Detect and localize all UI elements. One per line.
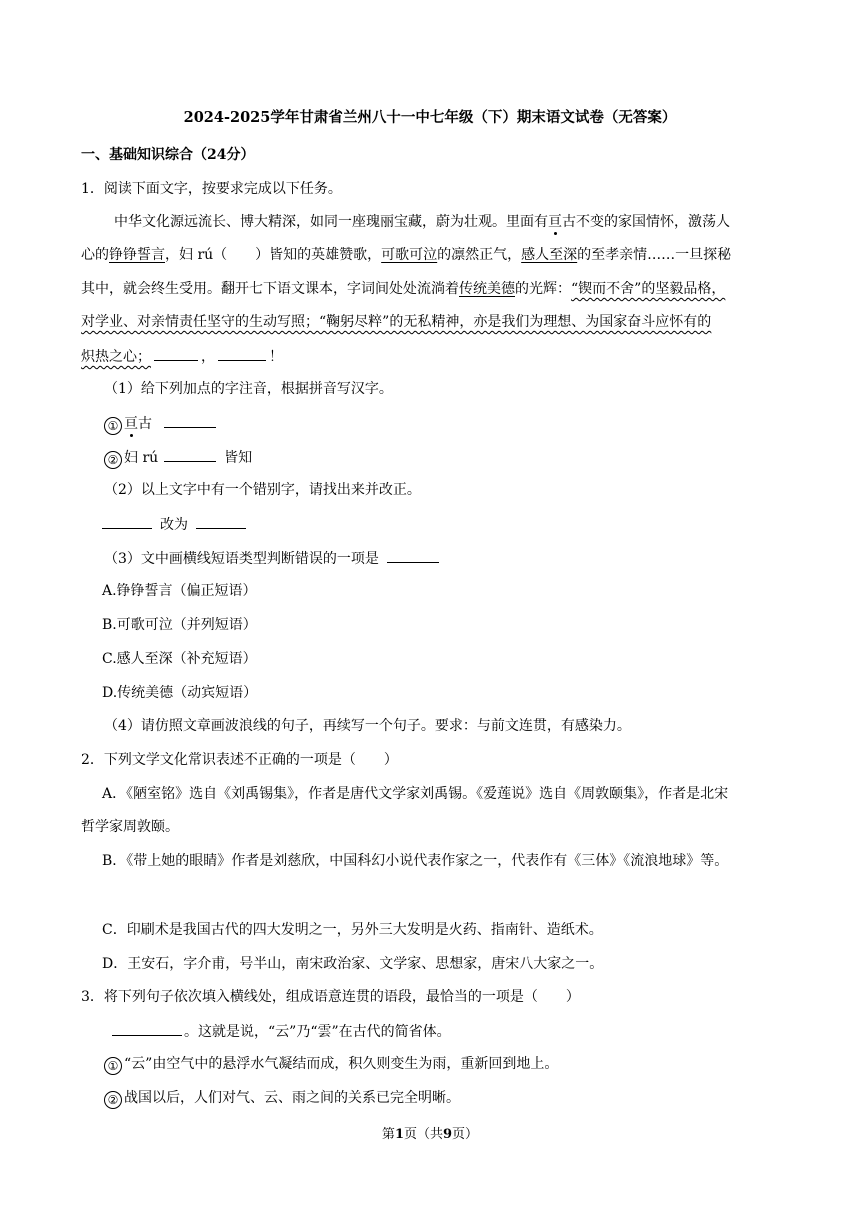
- question-3-stem: 3．将下列句子依次填入横线处，组成语意连贯的语段，最恰当的一项是（ ）: [81, 989, 580, 1005]
- answer-blank[interactable]: [387, 548, 439, 563]
- page-footer: 第1页（共9页）: [381, 1127, 479, 1142]
- q2-option-b: B．《带上她的眼睛》作者是刘慈欣，中国科幻小说代表作家之一，代表作有《三体》《流浪地球》等。: [102, 853, 729, 869]
- option-c: C.感人至深（补充短语）: [102, 651, 257, 667]
- q2-option-a-line-2: 哲学家周敦颐。: [81, 819, 179, 835]
- option-b: B.可歌可泣（并列短语）: [102, 617, 257, 633]
- wavy-sentence: “锲而不舍”的坚毅品格，: [571, 281, 726, 297]
- underlined-phrase-3: 感人至深: [521, 247, 578, 263]
- answer-blank[interactable]: [112, 1021, 182, 1036]
- passage-line-4: 对学业、对亲情责任坚守的生动写照；“鞠躬尽粹”的无私精神，亦是我们为理想、为国家奋斗应怀有的: [81, 314, 712, 330]
- page-number: 1: [394, 1127, 404, 1142]
- sub-question-1-item-b: ② 妇 rú 皆知: [104, 447, 252, 469]
- sub-question-2-answer: 改为: [102, 514, 249, 534]
- underlined-phrase-1: 铮铮誓言: [109, 247, 165, 263]
- answer-blank[interactable]: [218, 346, 266, 361]
- passage-line-3: 其中，就会终生受用。翻开七下语文课本，字词间处处流淌着传统美德的光辉：“锲而不舍”的坚毅品格，: [81, 281, 726, 297]
- sub-question-2: （2）以上文字中有一个错别字，请找出来并改正。: [104, 482, 421, 498]
- sub-question-1: （1）给下列加点的字注音，根据拼音写汉字。: [104, 381, 393, 397]
- sub-question-3: （3）文中画横线短语类型判断错误的一项是: [104, 548, 442, 568]
- answer-blank[interactable]: [154, 346, 198, 361]
- q2-option-c: C．印刷术是我国古代的四大发明之一，另外三大发明是火药、指南针、造纸术。: [102, 922, 603, 938]
- answer-blank[interactable]: [196, 514, 246, 529]
- answer-blank[interactable]: [164, 447, 216, 462]
- answer-blank[interactable]: [164, 413, 216, 428]
- q2-option-d: D．王安石，字介甫，号半山，南宋政治家、文学家、思想家，唐宋八大家之一。: [102, 956, 604, 972]
- q3-fill-line: 。这就是说，“云”乃“雲”在古代的简省体。: [112, 1021, 451, 1041]
- passage-line-5: 炽热之心； ， ！: [81, 346, 283, 366]
- q3-sentence-1: ① “云”由空气中的悬浮水气凝结而成，积久则变生为雨，重新回到地上。: [104, 1055, 558, 1075]
- sub-question-1-item-a: ① 亘古: [104, 413, 219, 435]
- option-d: D.传统美德（动宾短语）: [102, 685, 258, 701]
- q2-option-a-line-1: A．《陋室铭》选自《刘禹锡集》，作者是唐代文学家刘禹锡。《爱莲说》选自《周敦颐集》，作者是北宋: [102, 786, 729, 802]
- page-title: 2024-2025学年甘肃省兰州八十一中七年级（下）期末语文试卷（无答案）: [183, 109, 677, 126]
- question-2-stem: 2．下列文学文化常识表述不正确的一项是（ ）: [81, 752, 398, 768]
- page-total: 9: [443, 1127, 453, 1142]
- option-a: A.铮铮誓言（偏正短语）: [102, 583, 257, 599]
- underlined-phrase-2: 可歌可泣: [381, 247, 438, 263]
- passage-line-2: 心的铮铮誓言，妇 rú（ ）皆知的英雄赞歌，可歌可泣的凛然正气，感人至深的至孝亲情……一旦探秘: [81, 247, 732, 263]
- sub-question-4: （4）请仿照文章画波浪线的句子，再续写一个句子。要求：与前文连贯，有感染力。: [104, 718, 631, 734]
- passage-line-1: 中华文化源远流长、博大精深，如同一座瑰丽宝藏，蔚为壮观。里面有亘古不变的家国情怀，激荡人: [114, 214, 730, 230]
- question-1-stem: 1．阅读下面文字，按要求完成以下任务。: [81, 181, 342, 197]
- answer-blank[interactable]: [102, 514, 152, 529]
- section-heading: 一、基础知识综合（24分）: [81, 147, 255, 163]
- underlined-phrase-4: 传统美德: [459, 281, 515, 297]
- dotted-character: 亘: [548, 214, 562, 230]
- q3-sentence-2: ② 战国以后，人们对气、云、雨之间的关系已完全明晰。: [104, 1089, 460, 1109]
